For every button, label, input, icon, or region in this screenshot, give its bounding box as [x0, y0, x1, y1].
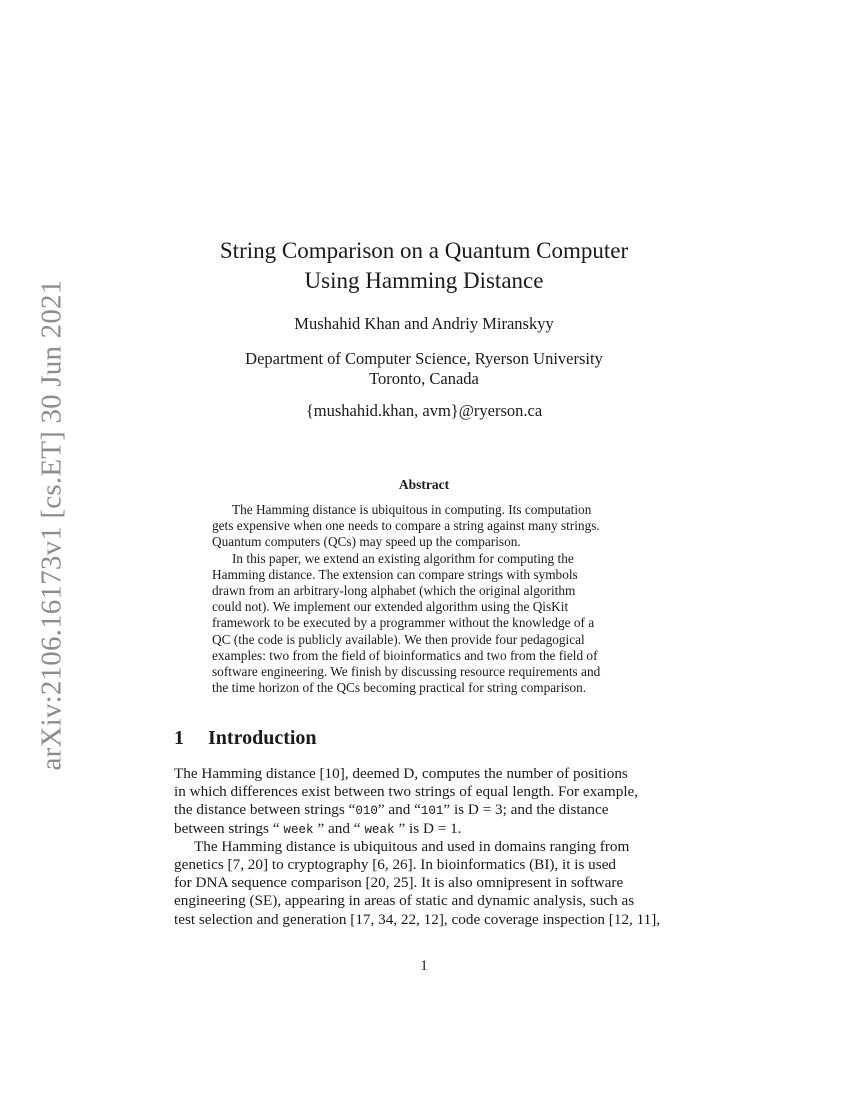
abstract-line: In this paper, we extend an existing algorithm for computing the	[232, 550, 574, 566]
introduction-body	[174, 765, 673, 929]
body-line: for DNA sequence comparison [20, 25]. It is also omnipresent in software	[174, 874, 624, 892]
section-number: 1	[174, 727, 184, 749]
author-emails: {mushahid.khan, avm}@ryerson.ca	[305, 401, 543, 420]
abstract-line: gets expensive when one needs to compare a string against many strings.	[212, 518, 600, 534]
body-line: in which differences exist between two strings of equal length. For example,	[174, 783, 639, 801]
title-line-1: String Comparison on a Quantum Computer	[219, 238, 629, 263]
abstract-line: Quantum computers (QCs) may speed up the comparison.	[212, 534, 521, 550]
code-string: week	[283, 822, 314, 837]
body-line: genetics [7, 20] to cryptography [6, 26]. In bioinformatics (BI), it is used	[174, 855, 617, 873]
code-string: 010	[355, 804, 378, 819]
code-string: 101	[420, 804, 444, 819]
abstract-body	[212, 502, 636, 696]
paper-title	[150, 236, 698, 296]
abstract-line: software engineering. We finish by discussing resource requirements and	[212, 663, 601, 679]
section-heading	[174, 727, 317, 750]
affiliation-line-1: Department of Computer Science, Ryerson University	[245, 349, 603, 368]
affiliation-line-2: Toronto, Canada	[369, 369, 479, 388]
authors: Mushahid Khan and Andriy Miranskyy	[294, 314, 554, 333]
body-line: test selection and generation [17, 34, 22, 12], code coverage inspection [12, 11],	[174, 910, 661, 928]
body-line: between strings “ week ” and “ weak ” is D = 1.	[174, 820, 673, 838]
body-line: The Hamming distance is ubiquitous and used in domains ranging from	[194, 837, 630, 855]
abstract-line: framework to be executed by a programmer without the knowledge of a	[212, 615, 595, 631]
code-string: weak	[364, 822, 395, 837]
abstract-line: the time horizon of the QCs becoming practical for string comparison.	[212, 680, 587, 696]
abstract-line: Hamming distance. The extension can compare strings with symbols	[212, 566, 578, 582]
abstract-line: drawn from an arbitrary-long alphabet (which the original algorithm	[212, 582, 576, 598]
section-title: Introduction	[208, 727, 317, 749]
abstract-paragraph-1	[212, 502, 636, 551]
body-line: The Hamming distance [10], deemed D, computes the number of positions	[174, 765, 628, 782]
affiliation	[150, 349, 698, 389]
abstract-line: QC (the code is publicly available). We then provide four pedagogical	[212, 631, 585, 647]
abstract-paragraph-2	[212, 551, 636, 697]
abstract-line: The Hamming distance is ubiquitous in computing. Its computation	[232, 502, 592, 517]
abstract-line: could not). We implement our extended algorithm using the QisKit	[212, 599, 569, 615]
body-line: the distance between strings “010” and “101” is D = 3; and the distance	[174, 801, 673, 819]
abstract-line: examples: two from the field of bioinformatics and two from the field of	[212, 647, 598, 663]
abstract-heading: Abstract	[398, 477, 450, 492]
page-number: 1	[420, 958, 428, 974]
body-line: engineering (SE), appearing in areas of static and dynamic analysis, such as	[174, 892, 635, 910]
arxiv-identifier-text: arXiv:2106.16173v1 [cs.ET] 30 Jun 2021	[35, 279, 68, 771]
title-line-2: Using Hamming Distance	[304, 268, 544, 293]
